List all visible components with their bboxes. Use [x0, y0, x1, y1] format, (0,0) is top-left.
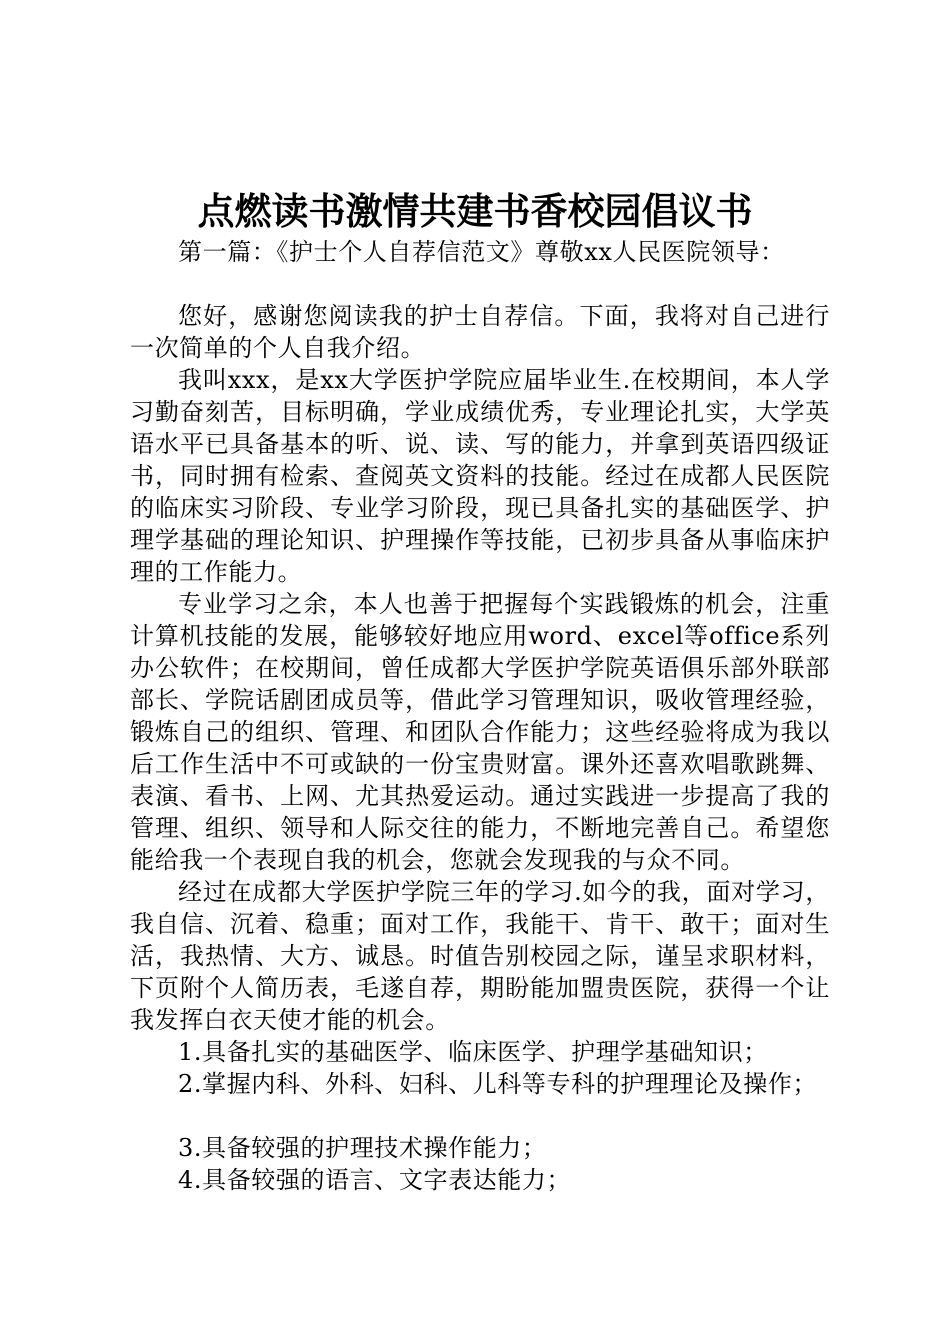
blank-line [130, 268, 830, 300]
paragraph-greeting: 您好，感谢您阅读我的护士自荐信。下面，我将对自己进行一次简单的个人自我介绍。 [130, 302, 830, 362]
paragraph-activities: 专业学习之余，本人也善于把握每个实践锻炼的机会，注重计算机技能的发展，能够较好地应用word、excel等office系列办公软件；在校期间，曾任成都大学医护学院英语俱乐部外联部部长、学院话剧团成员等，借此学习管理知识，吸收管理经验，锻炼自己的组织、管理、和团队合作能力；这些经验将成为我以后工作生活中不可或缺的一份宝贵财富。课外还喜欢唱歌跳舞、表演、看书、上网、尤其热爱运动。通过实践进一步提高了我的管理、组织、领导和人际交往的能力，不断地完善自己。希望您能给我一个表现自我的机会，您就会发现我的与众不同。 [130, 590, 830, 874]
document-body [130, 236, 830, 1196]
list-item: 1.具备扎实的基础医学、临床医学、护理学基础知识； [178, 1038, 768, 1066]
list-item: 2.掌握内科、外科、妇科、儿科等专科的护理理论及操作； [178, 1070, 818, 1098]
paragraph-conclusion: 经过在成都大学医护学院三年的学习.如今的我，面对学习，我自信、沉着、稳重；面对工作，我能干、肯干、敢干；面对生活，我热情、大方、诚恳。时值告别校园之际，谨呈求职材料，下页附个人简历表，毛遂自荐，期盼能加盟贵医院，获得一个让我发挥白衣天使才能的机会。 [130, 878, 830, 1034]
blank-line [130, 1100, 830, 1132]
list-item: 4.具备较强的语言、文字表达能力； [178, 1166, 572, 1194]
list-item: 3.具备较强的护理技术操作能力； [178, 1134, 547, 1162]
document-title: 点燃读书激情共建书香校园倡议书 [197, 189, 753, 233]
paragraph-introduction: 我叫xxx，是xx大学医护学院应届毕业生.在校期间，本人学习勤奋刻苦，目标明确，学业成绩优秀，专业理论扎实，大学英语水平已具备基本的听、说、读、写的能力，并拿到英语四级证书，同时拥有检索、查阅英文资料的技能。经过在成都人民医院的临床实习阶段、专业学习阶段，现已具备扎实的基础医学、护理学基础的理论知识、护理操作等技能，已初步具备从事临床护理的工作能力。 [130, 366, 830, 586]
heading-line: 第一篇：《护士个人自荐信范文》尊敬xx人民医院领导： [178, 238, 785, 266]
